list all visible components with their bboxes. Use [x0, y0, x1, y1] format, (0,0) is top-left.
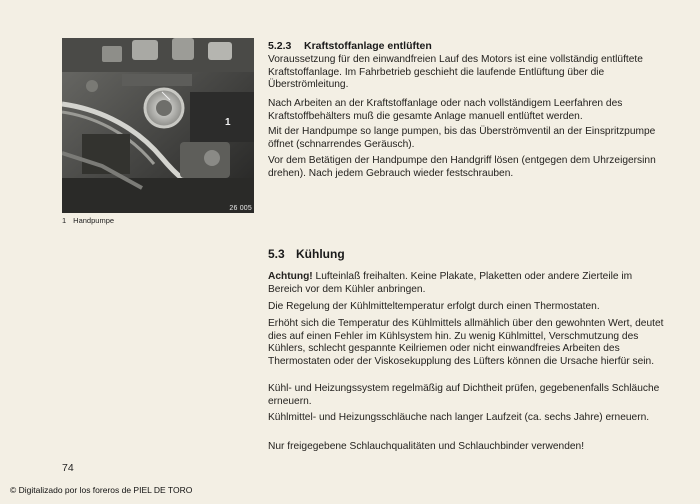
warning-label: Achtung!	[268, 271, 313, 282]
warning-text: Lufteinlaß freihalten. Keine Plakate, Plaketten oder andere Zierteile im Bereich vor dem Kühler anbringen.	[268, 271, 633, 295]
paragraph: Vor dem Betätigen der Handpumpe den Handgriff lösen (entgegen dem Uhrzeigersinn drehen). Nach jedem Gebrauch wieder festschrauben.	[268, 155, 656, 179]
paragraph: Mit der Handpumpe so lange pumpen, bis das Überströmventil an der Einspritzpumpe öffnet (schnarrendes Geräusch).	[268, 126, 656, 150]
caption-number: 1	[62, 216, 67, 225]
section-number: 5.2.3	[268, 40, 292, 52]
paragraph: Kühlmittel- und Heizungsschläuche nach langer Laufzeit (ca. sechs Jahre) erneuern.	[268, 412, 650, 423]
warning-paragraph	[268, 271, 668, 296]
figure-code: 26 005	[229, 205, 252, 212]
paragraph: Die Regelung der Kühlmitteltemperatur erfolgt durch einen Thermostaten.	[268, 301, 600, 312]
caption-text: Handpumpe	[73, 216, 115, 225]
section-heading-5-2-3	[268, 40, 432, 52]
paragraph: Voraussetzung für den einwandfreien Lauf des Motors ist eine vollständig entlüftete Kraftstoffanlage. Im Fahrbetrieb geschieht die laufende Entlüftung über die Überströmleitung.	[268, 54, 643, 91]
callout-number: 1	[225, 117, 231, 128]
paragraph: Kühl- und Heizungssystem regelmäßig auf Dichtheit prüfen, gegebenenfalls Schläuche erneuern.	[268, 383, 660, 407]
section-number: 5.3	[268, 247, 285, 261]
scan-credit: © Digitalizado por los foreros de PIEL DE TORO	[10, 485, 193, 495]
engine-photo	[62, 38, 254, 213]
paragraph: Nur freigegebene Schlauchqualitäten und Schlauchbinder verwenden!	[268, 441, 585, 452]
page-number: 74	[62, 462, 74, 474]
section-title: Kraftstoffanlage entlüften	[304, 40, 432, 52]
section-title: Kühlung	[296, 247, 345, 261]
paragraph: Nach Arbeiten an der Kraftstoffanlage oder nach vollständigem Leerfahren des Kraftstoffbehälters muß die gesamte Anlage manuell entlüftet werden.	[268, 98, 623, 122]
figure-caption	[62, 216, 114, 225]
section-heading-5-3	[268, 247, 345, 261]
paragraph: Erhöht sich die Temperatur des Kühlmittels allmählich über den gewohnten Wert, deutet dies auf einen Fehler im Kühlsystem hin. Zu wenig Kühlmittel, Verschmutzung des Kühlers, schlecht gespannte Keilriemen oder nicht einwandfreies Arbeiten des Thermostaten oder der Viskosekupplung des Lüfters können die Ursache hierfür sein.	[268, 318, 664, 367]
